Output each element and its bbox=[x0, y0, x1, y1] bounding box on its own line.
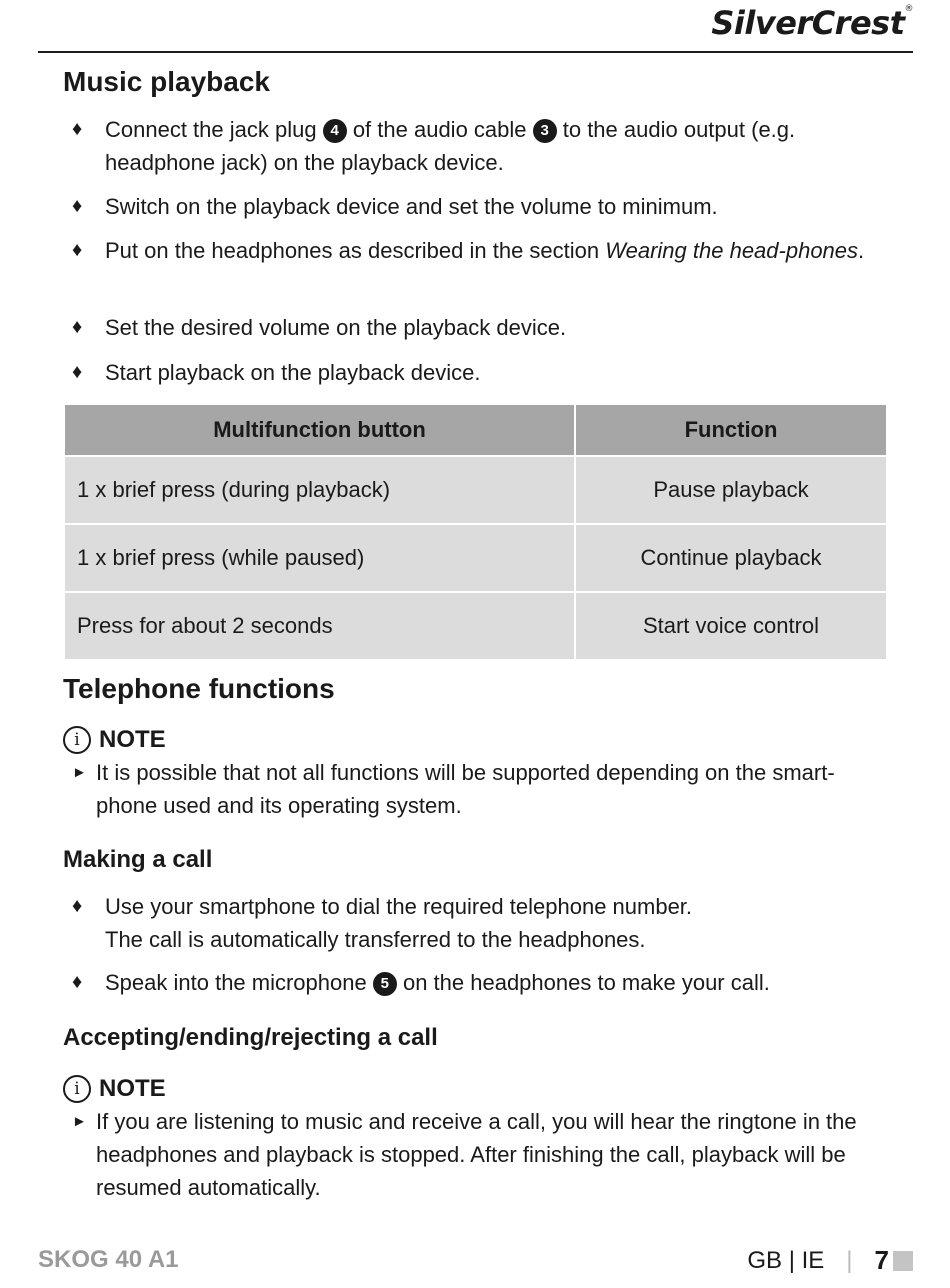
callout-number: 4 bbox=[323, 119, 347, 143]
section-title-music: Music playback bbox=[63, 66, 270, 97]
diamond-bullet-icon: ♦ bbox=[72, 361, 83, 383]
section-title-telephone: Telephone functions bbox=[63, 673, 335, 704]
column-header: Function bbox=[575, 404, 887, 456]
callout-number: 5 bbox=[373, 972, 397, 996]
subsection-title-call: Making a call bbox=[63, 846, 213, 873]
triangle-arrow-icon: ► bbox=[72, 764, 87, 781]
table-cell: Start voice control bbox=[575, 592, 887, 660]
brand-logo: SilverCrest® bbox=[711, 4, 913, 42]
note-heading: i NOTE bbox=[63, 726, 166, 754]
subsection-title-accept: Accepting/ending/rejecting a call bbox=[63, 1024, 438, 1051]
divider: | bbox=[846, 1246, 853, 1274]
model-number: SKOG 40 A1 bbox=[38, 1246, 179, 1273]
table-row bbox=[64, 524, 887, 592]
table-cell: Press for about 2 seconds bbox=[64, 592, 575, 660]
table-cell: 1 x brief press (while paused) bbox=[64, 524, 575, 592]
diamond-bullet-icon: ♦ bbox=[72, 118, 83, 140]
diamond-bullet-icon: ♦ bbox=[72, 316, 83, 338]
section-reference: Wearing the head-phones bbox=[605, 238, 859, 263]
callout-number: 3 bbox=[533, 119, 557, 143]
table-row bbox=[64, 592, 887, 660]
triangle-arrow-icon: ► bbox=[72, 1113, 87, 1130]
function-table bbox=[63, 403, 888, 661]
diamond-bullet-icon: ♦ bbox=[72, 195, 83, 217]
column-header: Multifunction button bbox=[64, 404, 575, 456]
table-row bbox=[64, 456, 887, 524]
page-marker bbox=[893, 1251, 913, 1271]
note-heading: i NOTE bbox=[63, 1075, 166, 1103]
page-header bbox=[38, 0, 913, 53]
info-circle-icon: i bbox=[63, 1075, 91, 1103]
list-item: ♦ Connect the jack plug 4 of the audio cable 3 to the audio output (e.g. headphone jack) on the playback device. bbox=[72, 113, 872, 179]
diamond-bullet-icon: ♦ bbox=[72, 971, 83, 993]
table-cell: Continue playback bbox=[575, 524, 887, 592]
table-cell: Pause playback bbox=[575, 456, 887, 524]
diamond-bullet-icon: ♦ bbox=[72, 895, 83, 917]
info-circle-icon: i bbox=[63, 726, 91, 754]
language-codes: GB | IE bbox=[747, 1246, 825, 1274]
page-number: 7 bbox=[874, 1245, 889, 1275]
diamond-bullet-icon: ♦ bbox=[72, 239, 83, 261]
table-cell: 1 x brief press (during playback) bbox=[64, 456, 575, 524]
page-footer bbox=[747, 1245, 913, 1276]
table-header-row bbox=[64, 404, 887, 456]
